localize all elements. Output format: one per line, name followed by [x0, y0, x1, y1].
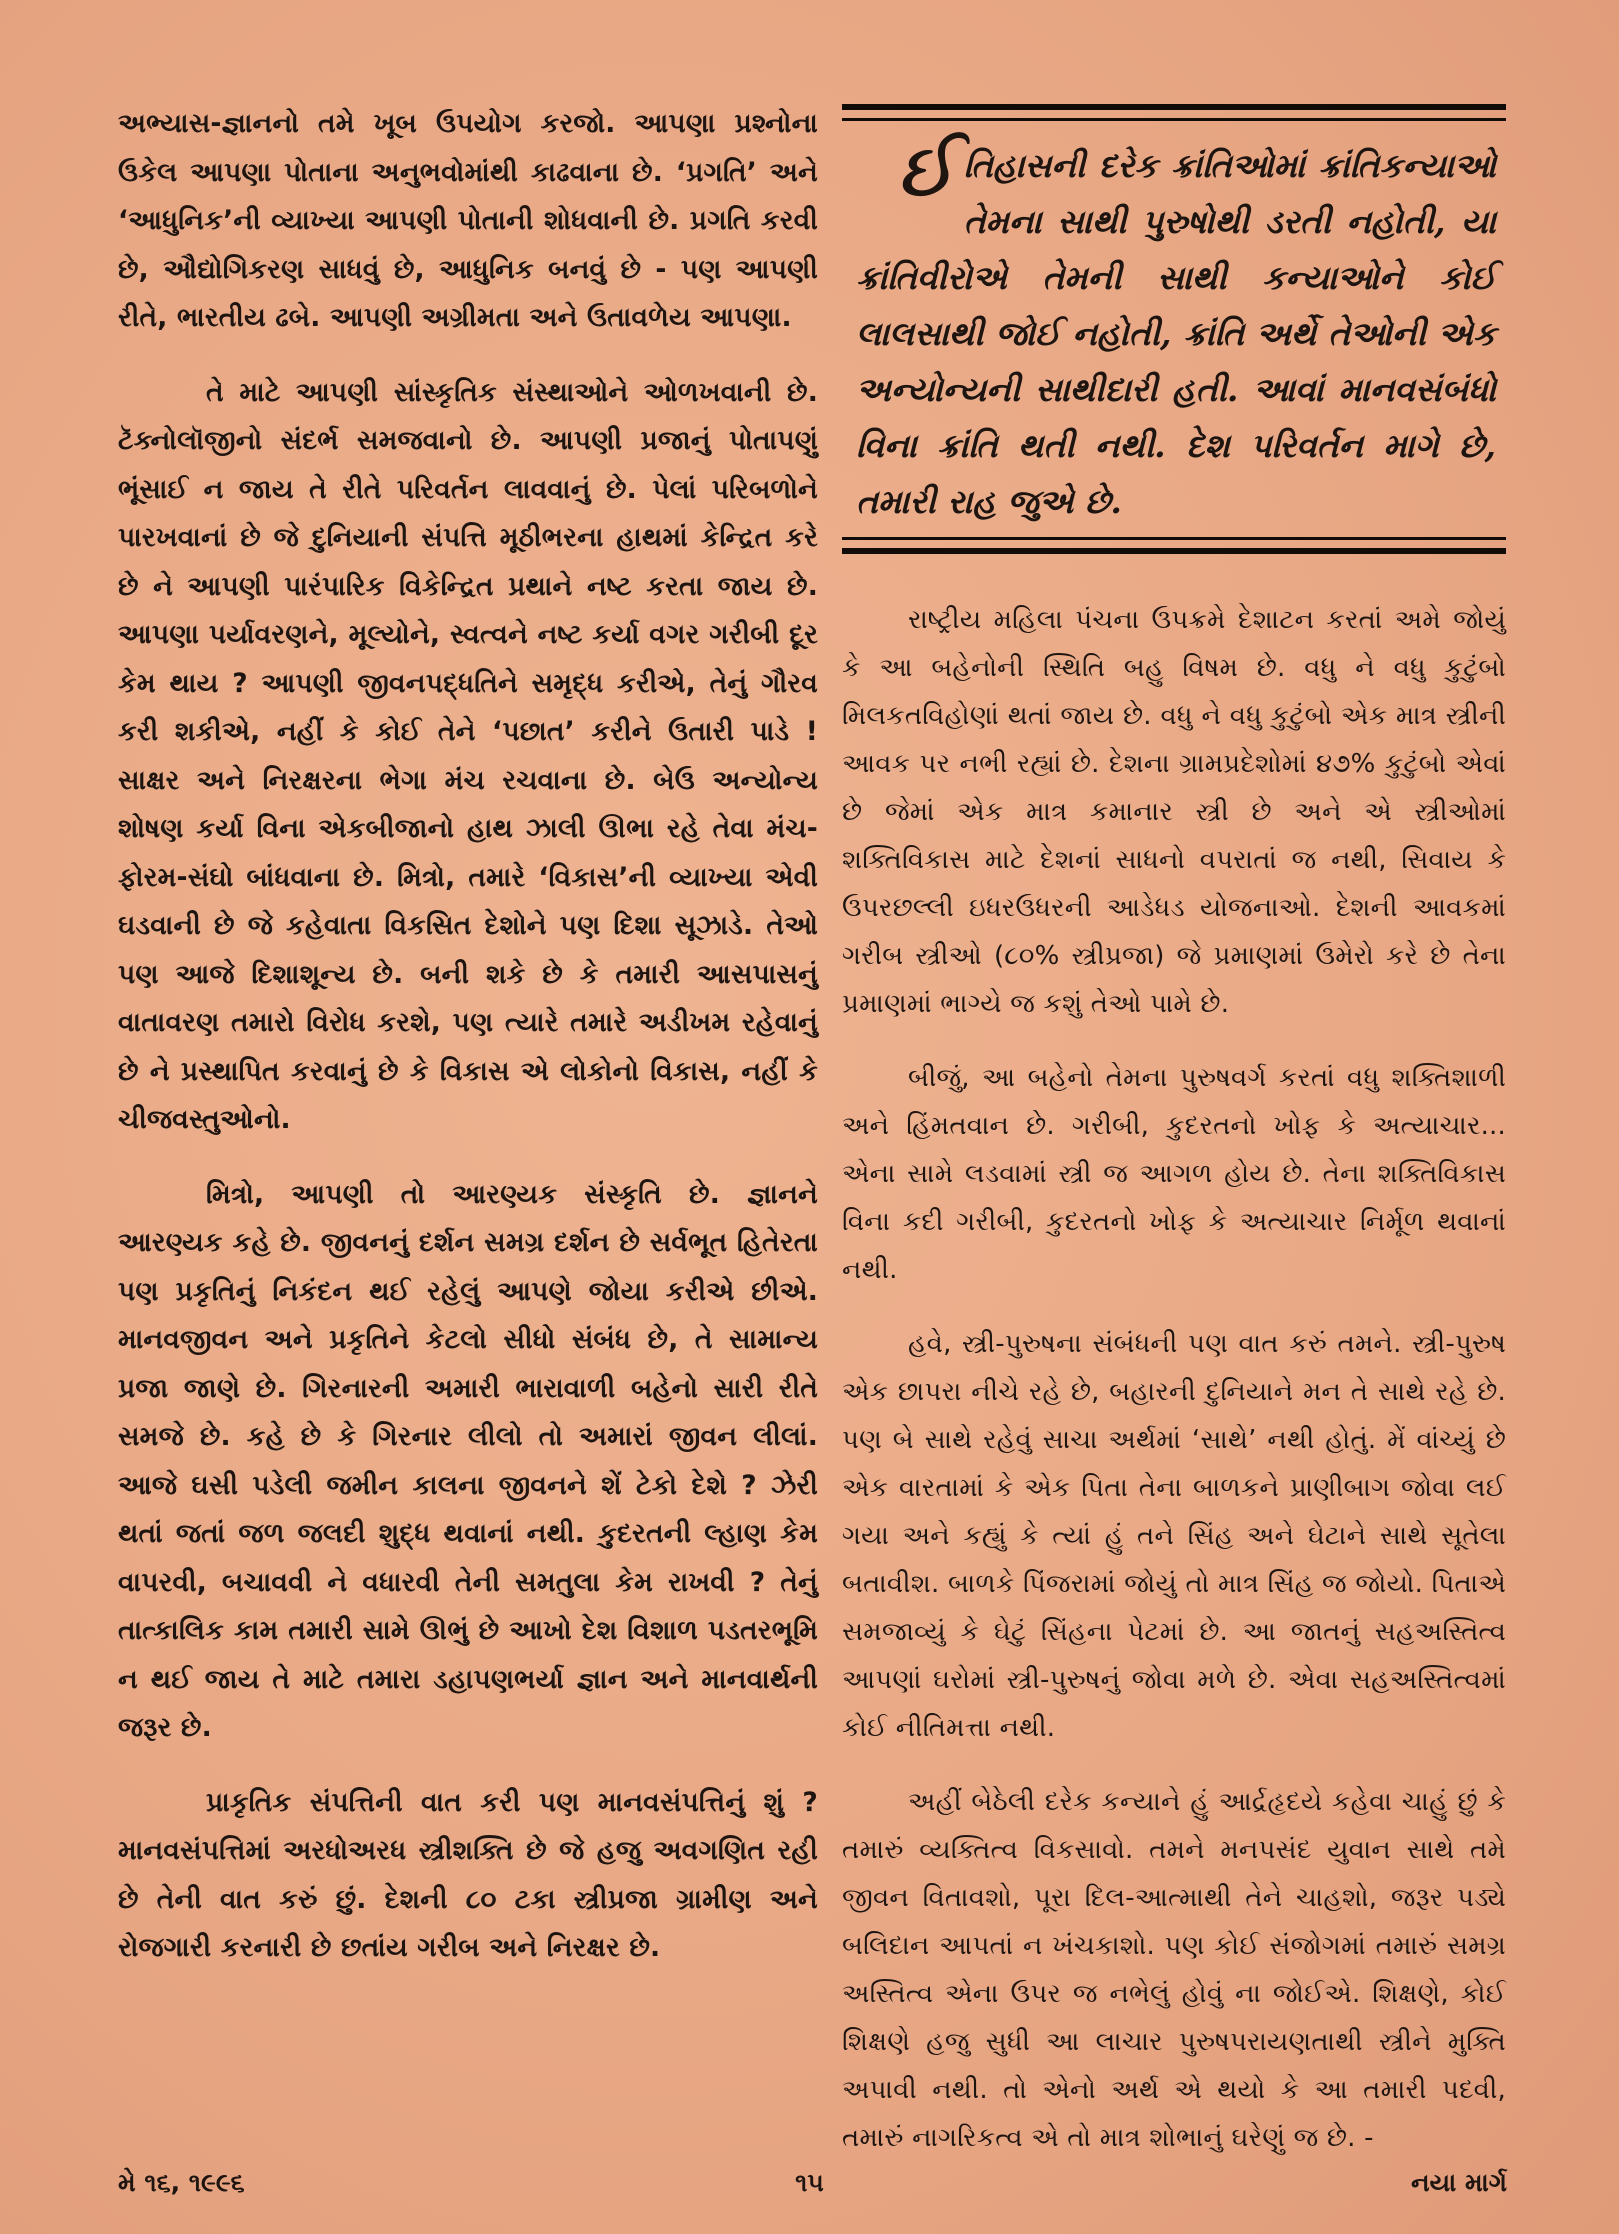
paragraph: રાષ્ટ્રીય મહિલા પંચના ઉપક્રમે દેશાટન કરતાં અમે જોયું કે આ બહેનોની સ્થિતિ બહુ વિષમ છે. વધુ ને વધુ કુટુંબો મિલકતવિહોણાં થતાં જાય છે. વધુ ને વધુ કુટુંબો એક માત્ર સ્ત્રીની આવક પર નભી રહ્યાં છે. દેશના ગ્રામપ્રદેશોમાં ૪૭% કુટુંબો એવાં છે જેમાં એક માત્ર કમાનાર સ્ત્રી છે અને એ સ્ત્રીઓમાં શક્તિવિકાસ માટે દેશનાં સાધનો વપરાતાં જ નથી, સિવાય કે ઉપરછલ્લી ઇધરઉધરની આડેધડ યોજનાઓ. દેશની આવકમાં ગરીબ સ્ત્રીઓ (૮૦% સ્ત્રીપ્રજા) જે પ્રમાણમાં ઉમેરો કરે છે તેના પ્રમાણમાં ભાગ્યે જ કશું તેઓ પામે છે.: [842, 605, 1506, 1019]
bottom-rule-thick: [842, 548, 1506, 554]
paragraph: અહીં બેઠેલી દરેક કન્યાને હું આર્દ્રહૃદયે કહેવા ચાહું છું કે તમારું વ્યક્તિત્વ વિકસાવો. તમને મનપસંદ યુવાન સાથે તમે જીવન વિતાવશો, પૂરા દિલ-આત્માથી તેને ચાહશો, જરૂર પડ્યે બલિદાન આપતાં ન ખંચકાશો. પણ કોઈ સંજોગમાં તમારું સમગ્ર અસ્તિત્વ એના ઉપર જ નભેલું હોવું ના જોઈએ. શિક્ષણે, કોઈ શિક્ષણે હજુ સુધી આ લાચાર પુરુષપરાયણતાથી સ્ત્રીને મુક્તિ અપાવી નથી. તો એનો અર્થ એ થયો કે આ તમારી પદવી, તમારું નાગરિકત્વ એ તો માત્ર શોભાનું ઘરેણું જ છે. -: [842, 1787, 1506, 2153]
page-number: ૧૫: [795, 2168, 824, 2197]
paragraph: બીજું, આ બહેનો તેમના પુરુષવર્ગ કરતાં વધુ શક્તિશાળી અને હિંમતવાન છે. ગરીબી, કુદરતનો ખોફ કે અત્યાચાર... એના સામે લડવામાં સ્ત્રી જ આગળ હોય છે. તેના શક્તિવિકાસ વિના કદી ગરીબી, કુદરતનો ખોફ કે અત્યાચાર નિર્મૂળ થવાનાં નથી.: [842, 1063, 1506, 1285]
pull-quote-box: [842, 92, 1506, 562]
pull-quote-text: તિહાસની દરેક ક્રાંતિઓમાં ક્રાંતિકન્યાઓ તેમના સાથી પુરુષોથી ડરતી નહોતી, યા ક્રાંતિવીરોએ તેમની સાથી કન્યાઓને કોઈ લાલસાથી જોઈ નહોતી, ક્રાંતિ અર્થે તેઓની એક અન્યોન્યની સાથીદારી હતી. આવાં માનવસંબંધો વિના ક્રાંતિ થતી નથી. દેશ પરિવર્તન માગે છે, તમારી રાહ જુએ છે.: [856, 146, 1496, 521]
paragraph: પ્રાકૃતિક સંપત્તિની વાત કરી પણ માનવસંપત્તિનું શું ? માનવસંપત્તિમાં અરધોઅરધ સ્ત્રીશક્તિ છે જે હજુ અવગણિત રહી છે તેની વાત કરું છું. દેશની ૮૦ ટકા સ્ત્રીપ્રજા ગ્રામીણ અને રોજગારી કરનારી છે છતાંય ગરીબ અને નિરક્ષર છે.: [118, 1786, 818, 1963]
bottom-rule-thin: [842, 537, 1506, 540]
top-rule-thin: [842, 118, 1506, 121]
pull-quote: [856, 127, 1496, 530]
paragraph: મિત્રો, આપણી તો આરણ્યક સંસ્કૃતિ છે. જ્ઞાનને આરણ્યક કહે છે. જીવનનું દર્શન સમગ્ર દર્શન છે સર્વભૂત હિતેરતા પણ પ્રકૃતિનું નિકંદન થઈ રહેલું આપણે જોયા કરીએ છીએ. માનવજીવન અને પ્રકૃતિને કેટલો સીધો સંબંધ છે, તે સામાન્ય પ્રજા જાણે છે. ગિરનારની અમારી ભારાવાળી બહેનો સારી રીતે સમજે છે. કહે છે કે ગિરનાર લીલો તો અમારાં જીવન લીલાં. આજે ઘસી પડેલી જમીન કાલના જીવનને શેં ટેકો દેશે ? ઝેરી થતાં જતાં જળ જલદી શુદ્ધ થવાનાં નથી. કુદરતની લ્હાણ કેમ વાપરવી, બચાવવી ને વધારવી તેની સમતુલા કેમ રાખવી ? તેનું તાત્કાલિક કામ તમારી સામે ઊભું છે આખો દેશ વિશાળ પડતરભૂમિ ન થઈ જાય તે માટે તમારા ડહાપણભર્યા જ્ઞાન અને માનવાર્થની જરૂર છે.: [118, 1178, 818, 1743]
drop-cap: ઈ: [898, 127, 954, 212]
page-footer: [0, 2168, 1619, 2208]
magazine-name: નયા માર્ગ: [1411, 2168, 1507, 2197]
paragraph: અભ્યાસ-જ્ઞાનનો તમે ખૂબ ઉપયોગ કરજો. આપણા પ્રશ્નોના ઉકેલ આપણા પોતાના અનુભવોમાંથી કાઢવાના છે. ‘પ્રગતિ’ અને ‘આધુનિક’ની વ્યાખ્યા આપણી પોતાની શોધવાની છે. પ્રગતિ કરવી છે, ઔદ્યોગિકરણ સાધવું છે, આધુનિક બનવું છે - પણ આપણી રીતે, ભારતીય ઢબે. આપણી અગ્રીમતા અને ઉતાવળેય આપણા.: [118, 108, 818, 333]
top-rule-thick: [842, 104, 1506, 110]
paragraph: તે માટે આપણી સાંસ્કૃતિક સંસ્થાઓને ઓળખવાની છે. ટૅક્નોલૉજીનો સંદર્ભ સમજવાનો છે. આપણી પ્રજાનું પોતાપણું ભૂંસાઈ ન જાય તે રીતે પરિવર્તન લાવવાનું છે. પેલાં પરિબળોને પારખવાનાં છે જે દુનિયાની સંપત્તિ મૂઠીભરના હાથમાં કેન્દ્રિત કરે છે ને આપણી પારંપારિક વિકેન્દ્રિત પ્રથાને નષ્ટ કરતા જાય છે. આપણા પર્યાવરણને, મૂલ્યોને, સ્વત્વને નષ્ટ કર્યા વગર ગરીબી દૂર કેમ થાય ? આપણી જીવનપદ્ધતિને સમૃદ્ધ કરીએ, તેનું ગૌરવ કરી શકીએ, નહીં કે કોઈ તેને ‘પછાત’ કરીને ઉતારી પાડે ! સાક્ષર અને નિરક્ષરના ભેગા મંચ રચવાના છે. બેઉ અન્યોન્ય શોષણ કર્યા વિના એકબીજાનો હાથ ઝાલી ઊભા રહે તેવા મંચ-ફોરમ-સંઘો બાંધવાના છે. મિત્રો, તમારે ‘વિકાસ’ની વ્યાખ્યા એવી ઘડવાની છે જે કહેવાતા વિકસિત દેશોને પણ દિશા સૂઝાડે. તેઓ પણ આજે દિશાશૂન્ય છે. બની શકે છે કે તમારી આસપાસનું વાતાવરણ તમારો વિરોધ કરશે, પણ ત્યારે તમારે અડીખમ રહેવાનું છે ને પ્રસ્થાપિત કરવાનું છે કે વિકાસ એ લોકોનો વિકાસ, નહીં કે ચીજવસ્તુઓનો.: [118, 376, 818, 1135]
paragraph: હવે, સ્ત્રી-પુરુષના સંબંધની પણ વાત કરું તમને. સ્ત્રી-પુરુષ એક છાપરા નીચે રહે છે, બહારની દુનિયાને મન તે સાથે રહે છે. પણ બે સાથે રહેવું સાચા અર્થમાં ‘સાથે’ નથી હોતું. મેં વાંચ્યું છે એક વારતામાં કે એક પિતા તેના બાળકને પ્રાણીબાગ જોવા લઈ ગયા અને કહ્યું કે ત્યાં હું તને સિંહ અને ઘેટાને સાથે સૂતેલા બતાવીશ. બાળકે પિંજરામાં જોયું તો માત્ર સિંહ જ જોયો. પિતાએ સમજાવ્યું કે ઘેટું સિંહના પેટમાં છે. આ જાતનું સહઅસ્તિત્વ આપણાં ઘરોમાં સ્ત્રી-પુરુષનું જોવા મળે છે. એવા સહઅસ્તિત્વમાં કોઈ નીતિમત્તા નથી.: [842, 1329, 1506, 1743]
issue-date: મે ૧૬, ૧૯૯૬: [118, 2168, 245, 2197]
left-column: [118, 100, 818, 2090]
right-column: [842, 92, 1506, 2153]
